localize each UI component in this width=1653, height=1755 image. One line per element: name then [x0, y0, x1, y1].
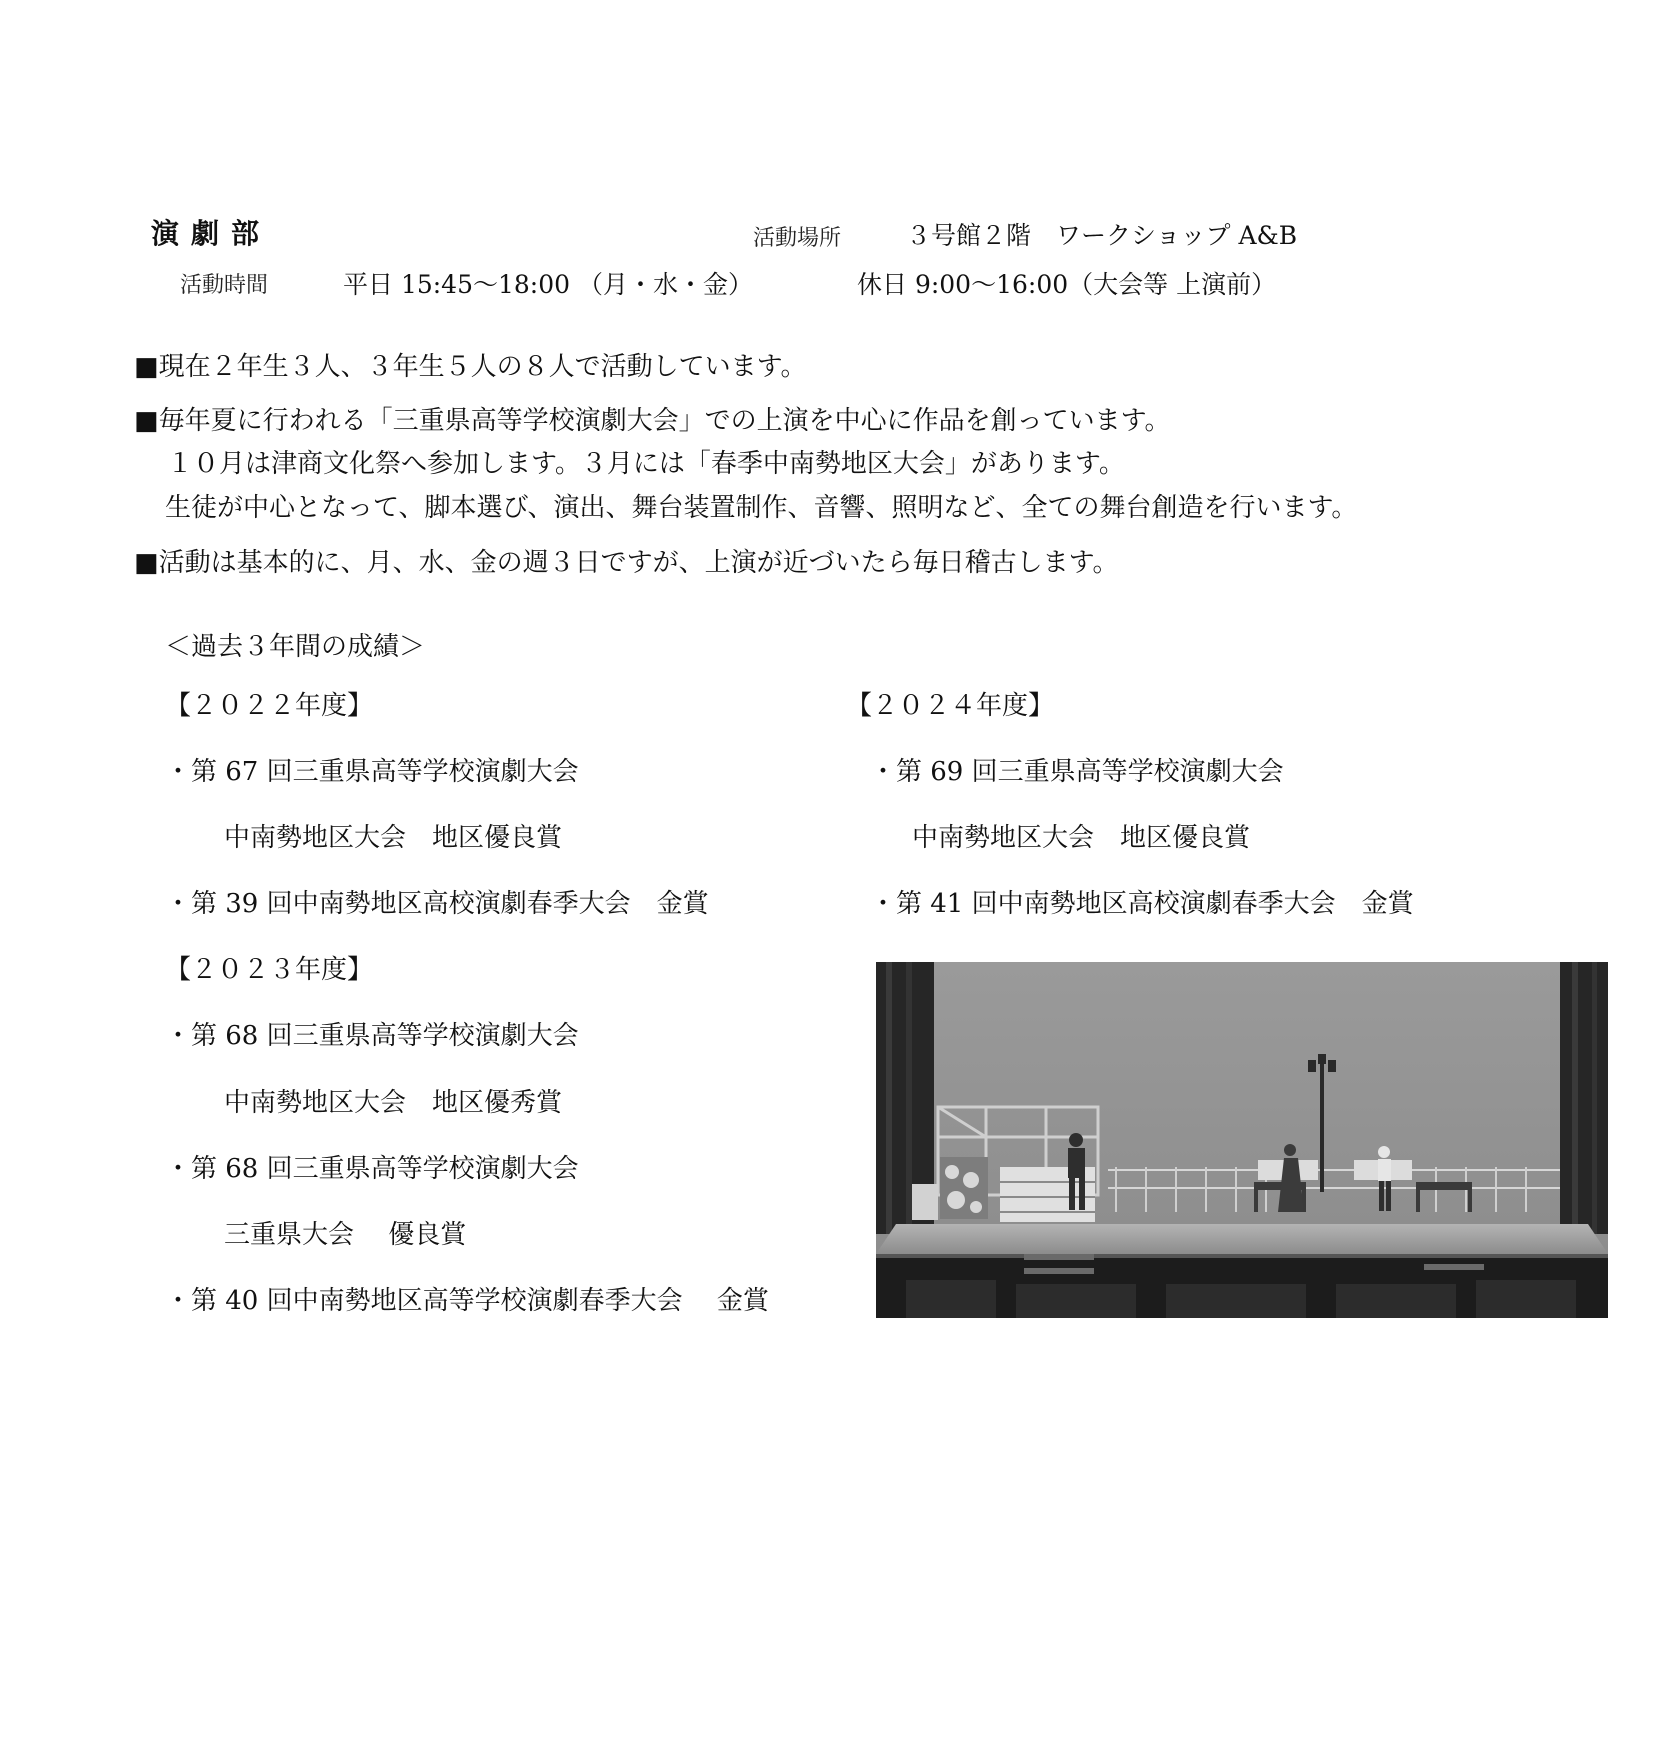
description-line-1: ■現在２年生３人、３年生５人の８人で活動しています。 — [134, 352, 807, 382]
description-line-2: ■毎年夏に行われる「三重県高等学校演劇大会」での上演を中心に作品を創っています。 — [134, 406, 1171, 436]
location-value: ３号館２階 ワークショップ A&B — [906, 221, 1298, 250]
year-2022-item-1-sub: 中南勢地区大会 地区優良賞 — [224, 823, 563, 853]
year-2024-item-2: ・第 41 回中南勢地区高校演劇春季大会 金賞 — [870, 889, 1414, 919]
description-line-3: １０月は津商文化祭へ参加します。３月には「春季中南勢地区大会」があります。 — [167, 449, 1125, 479]
year-2022-item-1: ・第 67 回三重県高等学校演劇大会 — [165, 757, 579, 787]
description-line-4: 生徒が中心となって、脚本選び、演出、舞台装置制作、音響、照明など、全ての舞台創造を行います。 — [165, 493, 1358, 523]
year-2023-item-2-sub: 三重県大会 優良賞 — [224, 1220, 467, 1250]
year-2023-item-1-sub: 中南勢地区大会 地区優秀賞 — [224, 1088, 563, 1118]
location-label: 活動場所 — [753, 226, 842, 251]
hours-label: 活動時間 — [180, 273, 269, 298]
year-2024-item-1: ・第 69 回三重県高等学校演劇大会 — [870, 757, 1284, 787]
year-2024-item-1-sub: 中南勢地区大会 地区優良賞 — [912, 823, 1251, 853]
hours-weekday: 平日 15:45～18:00 （月・水・金） — [343, 270, 753, 299]
results-heading: ＜過去３年間の成績＞ — [165, 632, 426, 662]
year-2022-item-2: ・第 39 回中南勢地区高校演劇春季大会 金賞 — [165, 889, 709, 919]
club-title: 演劇部 — [151, 217, 272, 250]
year-2023-item-1: ・第 68 回三重県高等学校演劇大会 — [165, 1021, 579, 1051]
description-line-5: ■活動は基本的に、月、水、金の週３日ですが、上演が近づいたら毎日稽古します。 — [134, 548, 1119, 578]
stage-photo — [876, 962, 1608, 1318]
hours-holiday: 休日 9:00～16:00（大会等 上演前） — [857, 270, 1277, 299]
year-2024-label: 【２０２４年度】 — [846, 691, 1055, 721]
year-2023-item-2: ・第 68 回三重県高等学校演劇大会 — [165, 1154, 579, 1184]
year-2023-item-3: ・第 40 回中南勢地区高等学校演劇春季大会 金賞 — [165, 1286, 769, 1316]
year-2023-label: 【２０２３年度】 — [165, 955, 374, 985]
year-2022-label: 【２０２２年度】 — [165, 691, 374, 721]
